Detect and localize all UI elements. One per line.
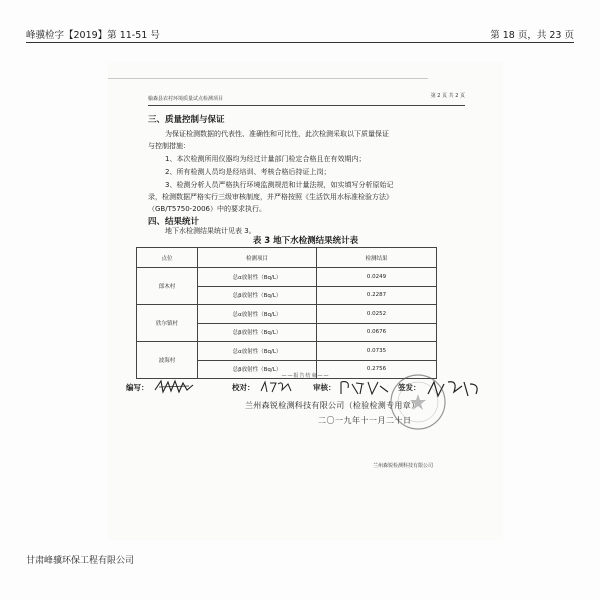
result-cell: 0.0676	[317, 323, 437, 342]
reviewed-by-label: 审核：	[313, 383, 336, 392]
item-cell: 总β放射性（Bq/L）	[198, 286, 317, 305]
site-cell: 郎木村	[137, 268, 198, 305]
compiled-by-label: 编写：	[126, 383, 149, 392]
item-cell: 总α放射性（Bq/L）	[198, 268, 317, 287]
section-3-item-3a: 3、检测分析人员严格执行环境监测规范和计量法规，如实填写分析原始记	[165, 181, 394, 189]
result-cell: 0.0252	[317, 305, 437, 324]
table-row	[137, 305, 437, 324]
issued-by-label: 签发：	[398, 383, 421, 392]
section-4-intro: 地下水检测结果统计见表 3。	[165, 227, 256, 235]
table-header-row	[137, 248, 437, 268]
result-cell: 0.2756	[317, 360, 437, 379]
section-3-item-2: 2、所有检测人员均是经培训、考核合格后持证上岗；	[165, 168, 331, 176]
company-name: 兰州森锐检测科技有限公司（检验检测专用章）	[245, 401, 420, 410]
header-result: 检测结果	[317, 248, 437, 268]
section-3-item-3b: 录，检测数据严格实行三级审核制度，并严格按照《生活饮用水标准检验方法》	[148, 193, 393, 201]
result-cell: 0.0249	[317, 268, 437, 287]
result-cell: 0.0735	[317, 342, 437, 361]
header-site: 点位	[137, 248, 198, 268]
table-row	[137, 342, 437, 361]
checked-by-label: 校对：	[232, 383, 255, 392]
scanned-report-sheet	[108, 62, 503, 540]
header-item: 检测项目	[198, 248, 317, 268]
item-cell: 总α放射性（Bq/L）	[198, 305, 317, 324]
report-end-mark: ——报告结束——	[281, 373, 330, 379]
section-4-heading: 四、结果统计	[148, 217, 200, 227]
outer-footer: 甘肃峰骥环保工程有限公司	[26, 556, 135, 566]
page-info: 第 18 页，共 23 页	[490, 30, 574, 41]
scan-artifact-line	[108, 78, 428, 79]
inner-header-title: 榆森县农村环境质量试点检测项目	[148, 96, 224, 102]
outer-header-rule	[26, 42, 574, 43]
section-3-intro-2: 与控制措施：	[148, 142, 190, 150]
checked-signature	[258, 378, 294, 396]
inner-footer: 兰州森锐检测科技有限公司	[373, 463, 434, 469]
item-cell: 总β放射性（Bq/L）	[198, 360, 317, 379]
inner-header-page: 第 2 页 共 2 页	[430, 93, 465, 99]
results-table	[136, 247, 437, 379]
compiled-signature	[153, 378, 195, 396]
result-cell: 0.2287	[317, 286, 437, 305]
report-date: 二〇一九年十一月二十日	[318, 416, 412, 425]
item-cell: 总α放射性（Bq/L）	[198, 342, 317, 361]
section-3-item-3c: （GB/T5750-2006）中的要求执行。	[148, 205, 267, 213]
table-title: 表 3 地下水检测结果统计表	[252, 236, 359, 246]
item-cell: 总β放射性（Bq/L）	[198, 323, 317, 342]
site-cell: 波海村	[137, 342, 198, 379]
section-3-item-1: 1、本次检测所用仪器均为经过计量部门检定合格且在有效期内；	[165, 155, 366, 163]
section-3-heading: 三、质量控制与保证	[148, 115, 225, 125]
site-cell: 欣尔镇村	[137, 305, 198, 342]
section-3-intro-1: 为保证检测数据的代表性、准确性和可比性，此次检测采取以下质量保证	[165, 130, 389, 138]
reviewed-signature	[338, 378, 390, 398]
inner-header-rule	[148, 105, 465, 106]
table-row	[137, 268, 437, 287]
report-number: 峰骥检字【2019】第 11-51 号	[26, 30, 160, 41]
